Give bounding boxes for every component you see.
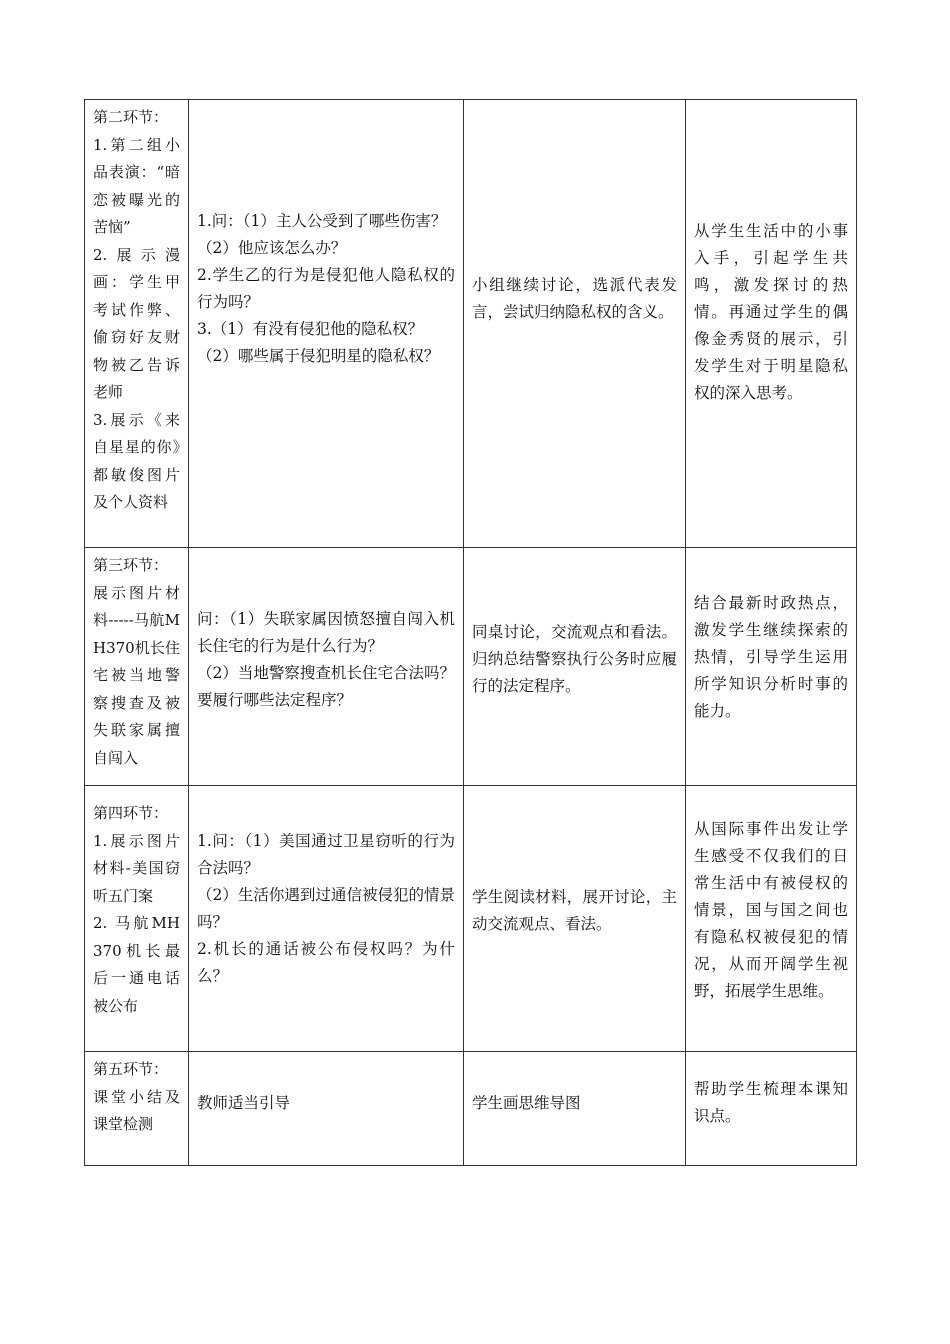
student-activity-cell <box>464 100 686 548</box>
teacher-question: 1.问：（1）主人公受到了哪些伤害？ <box>197 212 447 230</box>
stage-item: 2.展示漫画：学生甲考试作弊、偷窃好友财物被乙告诉老师 <box>93 245 180 401</box>
table-row-stage-4 <box>85 786 857 1052</box>
stage-item: 2. 马航MH370机长最后一通电话被公布 <box>93 914 180 1015</box>
table-row-stage-5 <box>85 1052 857 1166</box>
teacher-question: （2）哪些属于侵犯明星的隐私权？ <box>197 347 440 365</box>
stage-item: 1.展示图片材料-美国窃听五门案 <box>93 831 180 905</box>
student-activity-cell <box>464 1052 686 1166</box>
stage-title: 第五环节： <box>93 1060 169 1078</box>
lesson-plan-table <box>84 99 857 1166</box>
stage-cell <box>85 548 189 786</box>
student-activity-cell <box>464 548 686 786</box>
student-activity-cell <box>464 786 686 1052</box>
stage-item: 3.展示《来自星星的你》都敏俊图片及个人资料 <box>93 410 180 511</box>
stage-title: 第二环节： <box>93 108 169 126</box>
design-intent-cell <box>686 100 857 548</box>
design-intent: 结合最新时政热点，激发学生继续探索的热情，引导学生运用所学知识分析时事的能力。 <box>694 594 848 720</box>
design-intent-cell <box>686 786 857 1052</box>
stage-item: 展示图片材料-----马航MH370机长住宅被当地警察搜查及被失联家属擅自闯入 <box>93 583 180 767</box>
stage-cell <box>85 100 189 548</box>
teacher-question: （2）当地警察搜查机长住宅合法吗？要履行哪些法定程序？ <box>197 664 455 709</box>
student-activity: 学生阅读材料，展开讨论，主动交流观点、看法。 <box>472 888 677 933</box>
table-row-stage-2 <box>85 100 857 548</box>
teacher-activity-cell <box>189 100 464 548</box>
teacher-activity-cell <box>189 786 464 1052</box>
teacher-question: 2.学生乙的行为是侵犯他人隐私权的行为吗？ <box>197 266 455 311</box>
teacher-question: 2.机长的通话被公布侵权吗？为什么？ <box>197 940 455 985</box>
stage-item: 1.第二组小品表演：“暗恋被曝光的苦恼” <box>93 135 180 236</box>
teacher-question: 1.问：（1）美国通过卫星窃听的行为合法吗？ <box>197 832 455 877</box>
design-intent-cell <box>686 548 857 786</box>
design-intent: 从国际事件出发让学生感受不仅我们的日常生活中有被侵权的情景，国与国之间也有隐私权被侵犯的情况，从而开阔学生视野，拓展学生思维。 <box>694 820 848 1000</box>
student-activity: 同桌讨论，交流观点和看法。归纳总结警察执行公务时应履行的法定程序。 <box>472 623 677 695</box>
teacher-activity-cell <box>189 548 464 786</box>
stage-title: 第四环节： <box>93 804 169 822</box>
teacher-question: 教师适当引导 <box>197 1094 291 1112</box>
table-row-stage-3 <box>85 548 857 786</box>
design-intent: 帮助学生梳理本课知识点。 <box>694 1080 848 1125</box>
teacher-question: 问：（1）失联家属因愤怒擅自闯入机长住宅的行为是什么行为？ <box>197 610 455 655</box>
stage-cell <box>85 786 189 1052</box>
stage-title: 第三环节： <box>93 556 169 574</box>
stage-cell <box>85 1052 189 1166</box>
student-activity: 小组继续讨论，选派代表发言，尝试归纳隐私权的含义。 <box>472 276 677 321</box>
design-intent-cell <box>686 1052 857 1166</box>
stage-item: 课堂小结及课堂检测 <box>93 1087 180 1133</box>
teacher-question: （2）生活你遇到过通信被侵犯的情景吗？ <box>197 886 455 931</box>
student-activity: 学生画思维导图 <box>472 1094 581 1112</box>
teacher-question: 3.（1）有没有侵犯他的隐私权？ <box>197 320 424 338</box>
teacher-activity-cell <box>189 1052 464 1166</box>
teacher-question: （2）他应该怎么办？ <box>197 239 347 257</box>
design-intent: 从学生生活中的小事入手，引起学生共鸣，激发探讨的热情。再通过学生的偶像金秀贤的展示，引发学生对于明星隐私权的深入思考。 <box>694 222 848 402</box>
